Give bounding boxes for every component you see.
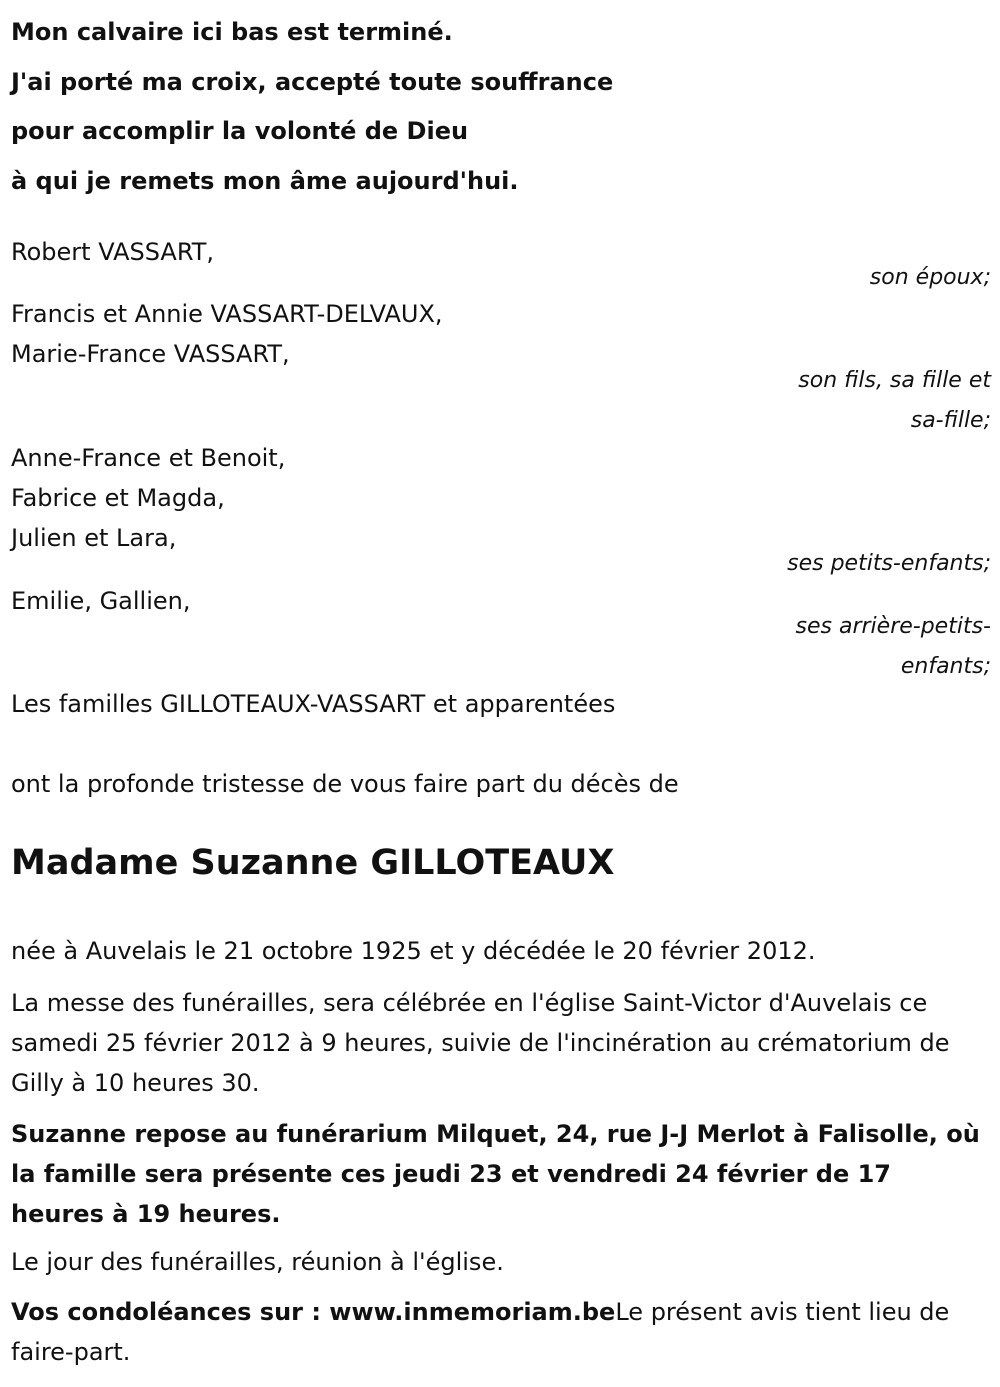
grandchildren-line-3: Julien et Lara, <box>11 524 177 552</box>
closing-note: Le présent avis tient lieu de faire-part. <box>11 1298 950 1366</box>
children-relation-1: son fils, sa fille et <box>798 368 991 393</box>
poem-line-4: à qui je remets mon âme aujourd'hui. <box>11 166 519 195</box>
greatgrandchildren-relation-2: enfants; <box>900 654 991 679</box>
birth-death-dates: née à Auvelais le 21 octobre 1925 et y décédée le 20 février 2012. <box>11 937 816 965</box>
condolences-link[interactable]: Vos condoléances sur : www.inmemoriam.be <box>11 1298 616 1326</box>
husband-relation: son époux; <box>869 265 991 290</box>
grandchildren-line-1: Anne-France et Benoit, <box>11 444 286 472</box>
poem <box>11 8 613 206</box>
extended-families: Les familles GILLOTEAUX-VASSART et apparentées <box>11 690 616 718</box>
greatgrandchildren-relation-1: ses arrière-petits- <box>795 614 991 639</box>
husband-name: Robert VASSART, <box>11 238 215 266</box>
visitation-details: Suzanne repose au funérarium Milquet, 24, rue J-J Merlot à Falisolle, où la famille sera présente ces jeudi 23 et vendredi 24 février de 17 heures à 19 heures. <box>11 1120 980 1228</box>
greatgrandchildren-line: Emilie, Gallien, <box>11 587 191 615</box>
children-line-1: Francis et Annie VASSART-DELVAUX, <box>11 300 443 328</box>
poem-line-3: pour accomplir la volonté de Dieu <box>11 117 469 145</box>
children-line-2: Marie-France VASSART, <box>11 340 290 368</box>
funeral-details: La messe des funérailles, sera célébrée en l'église Saint-Victor d'Auvelais ce samedi 25 février 2012 à 9 heures, suivie de l'incinération au crématorium de Gilly à 10 heures 30. <box>11 989 950 1097</box>
meeting-note: Le jour des funérailles, réunion à l'église. <box>11 1248 504 1276</box>
announcement: ont la profonde tristesse de vous faire part du décès de <box>11 770 679 798</box>
poem-line-1: Mon calvaire ici bas est terminé. <box>11 18 453 46</box>
deceased-name: Madame Suzanne GILLOTEAUX <box>11 843 615 883</box>
grandchildren-line-2: Fabrice et Magda, <box>11 484 225 512</box>
grandchildren-relation: ses petits-enfants; <box>787 551 991 576</box>
condolences-paragraph <box>11 1292 991 1372</box>
children-relation-2: sa-fille; <box>910 408 991 433</box>
poem-line-2: J'ai porté ma croix, accepté toute souffrance <box>11 67 614 96</box>
